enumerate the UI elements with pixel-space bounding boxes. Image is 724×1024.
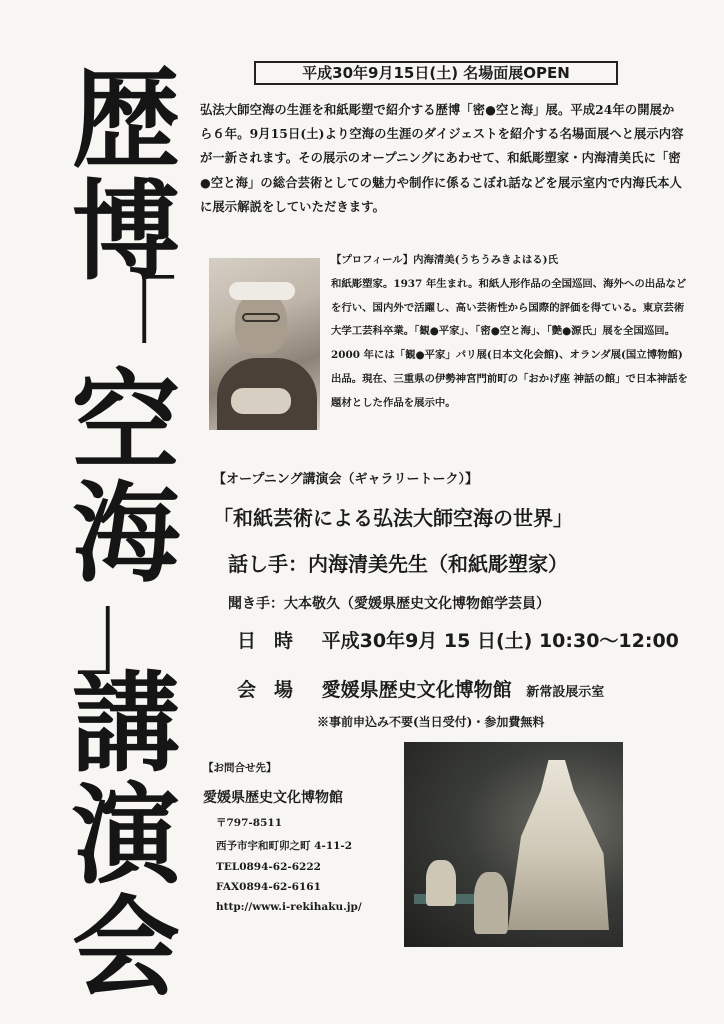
datetime-row — [237, 626, 679, 653]
title-char: 演 — [71, 773, 180, 899]
title-char: 歴 — [71, 57, 180, 183]
datetime-value: 平成30年9月 15 日(土) 10:30～12:00 — [321, 630, 679, 652]
datetime-label: 日時 — [237, 630, 312, 652]
photo-shape — [235, 292, 287, 354]
venue-room: 新常設展示室 — [526, 685, 605, 700]
contact-fax: FAX0894-62-6161 — [216, 881, 321, 893]
photo-shape — [242, 313, 280, 322]
photo-shape — [231, 388, 291, 414]
title-char: 海 — [71, 471, 180, 597]
contact-address: 西予市宇和町卯之町 4-11-2 — [216, 840, 353, 852]
contact-name: 愛媛県歴史文化博物館 — [203, 790, 343, 806]
contact-block — [203, 760, 403, 913]
contact-url[interactable]: http://www.i-rekihaku.jp/ — [216, 901, 362, 913]
open-banner: 平成30年9月15日(土) 名場面展OPEN — [254, 61, 618, 85]
profile-body: 和紙彫塑家。1937 年生まれ。和紙人形作品の全国巡回、海外への出品などを行い、国内外で活躍し、高い芸術性から国際的評価を得ている。東京芸術大学工芸科卒業。「観●平家」、「密●空と海」、「艶●源氏」展を全国巡回。2000 年には「観●平家」パリ展(日本文化会館)、オランダ展(国立博物館)出品。現在、三重県の伊勢神宮門前町の「おかげ座 神話の館」で日本神話を題材とした作品を展示中。 — [331, 277, 688, 409]
speaker-line: 話し手：内海清美先生（和紙彫塑家） — [228, 552, 568, 576]
photo-shape — [229, 282, 295, 300]
lecture-section-label: 【オープニング講演会（ギャラリートーク）】 — [213, 472, 478, 487]
interviewer-line: 聞き手：大本敬久（愛媛県歴史文化博物館学芸員） — [228, 596, 550, 612]
title-char: 講 — [71, 661, 180, 787]
vertical-title — [66, 57, 186, 1011]
venue-row — [237, 675, 604, 702]
lecture-title: 「和紙芸術による弘法大師空海の世界」 — [213, 506, 573, 530]
exhibit-photo — [404, 742, 623, 947]
title-char: 」 — [73, 568, 178, 690]
title-char: 会 — [71, 885, 180, 1011]
title-char: 空 — [71, 359, 180, 485]
title-char: 「 — [73, 266, 178, 388]
contact-tel: TEL0894-62-6222 — [216, 861, 321, 873]
photo-shape — [474, 872, 508, 934]
intro-paragraph: 弘法大師空海の生涯を和紙彫塑で紹介する歴博「密●空と海」展。平成24年の開展から６年。9月15日(土)より空海の生涯のダイジェストを紹介する名場面展へと展示内容が一新されます。その展示のオープニングにあわせて、和紙彫塑家・内海清美氏に「密●空と海」の総合芸術としての魅力や制作に係るこぼれ話などを展示室内で内海氏本人に展示解説をしていただきます。 — [200, 102, 684, 214]
venue-label: 会場 — [237, 679, 312, 701]
profile-heading: 【プロフィール】内海清美(うちうみきよはる)氏 — [331, 254, 558, 266]
title-char: 博 — [71, 169, 180, 295]
profile-block — [331, 249, 691, 416]
photo-shape — [499, 760, 609, 930]
artist-photo — [209, 258, 320, 430]
photo-shape — [426, 860, 456, 906]
contact-postal: 〒797-8511 — [216, 817, 282, 829]
contact-label: 【お問合せ先】 — [203, 762, 277, 774]
admission-note: ※事前申込み不要(当日受付)・参加費無料 — [317, 715, 545, 729]
venue-value: 愛媛県歴史文化博物館 — [321, 679, 512, 701]
